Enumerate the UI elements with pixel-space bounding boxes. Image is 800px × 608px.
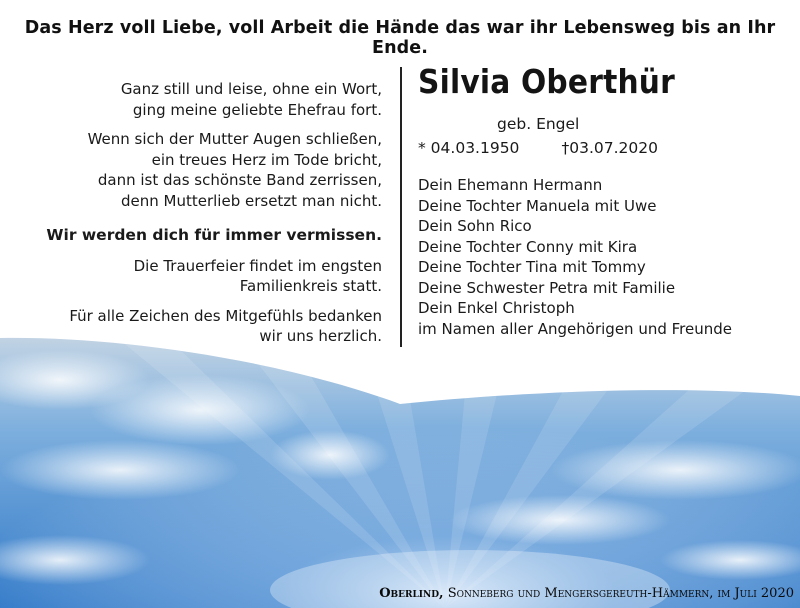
miss-statement: Wir werden dich für immer vermissen. bbox=[46, 226, 382, 244]
list-item: Dein Ehemann Hermann bbox=[418, 176, 603, 194]
footer-place-date bbox=[379, 586, 794, 601]
poem-line: denn Mutterlieb ersetzt man nicht. bbox=[121, 191, 382, 210]
header-quote: Das Herz voll Liebe, voll Arbeit die Hände das war ihr Lebensweg bis an Ihr Ende. bbox=[24, 18, 776, 58]
death-date: †03.07.2020 bbox=[561, 139, 658, 157]
poem-line: ging meine geliebte Ehefrau fort. bbox=[132, 100, 382, 119]
deceased-name: Silvia Oberthür bbox=[418, 62, 675, 101]
poem-line: ein treues Herz im Tode bricht, bbox=[151, 150, 382, 169]
birth-date: * 04.03.1950 bbox=[418, 139, 520, 157]
funeral-note: Familienkreis statt. bbox=[239, 277, 382, 295]
list-item: Deine Tochter Conny mit Kira bbox=[418, 237, 638, 256]
list-item: Deine Tochter Manuela mit Uwe bbox=[418, 196, 657, 215]
thanks-note: wir uns herzlich. bbox=[259, 327, 382, 345]
poem-line: dann ist das schönste Band zerrissen, bbox=[97, 171, 382, 189]
funeral-note: Die Trauerfeier findet im engsten bbox=[133, 256, 382, 275]
mourners-list bbox=[418, 175, 732, 339]
birth-name: geb. Engel bbox=[497, 115, 580, 133]
list-item: Deine Tochter Tina mit Tommy bbox=[418, 258, 646, 276]
list-item: Dein Enkel Christoph bbox=[418, 299, 575, 317]
list-item: Dein Sohn Rico bbox=[418, 217, 532, 235]
list-item: im Namen aller Angehörigen und Freunde bbox=[418, 319, 732, 338]
poem-line: Ganz still und leise, ohne ein Wort, bbox=[120, 80, 382, 98]
footer-rest: Sonneberg und Mengersgereuth-Hämmern, im Juli 2020 bbox=[447, 586, 794, 601]
list-item: Deine Schwester Petra mit Familie bbox=[418, 278, 676, 297]
vertical-divider bbox=[400, 67, 402, 347]
poem-line: Wenn sich der Mutter Augen schließen, bbox=[87, 130, 382, 148]
thanks-note: Für alle Zeichen des Mitgefühls bedanken bbox=[69, 306, 382, 325]
life-dates bbox=[418, 139, 658, 157]
footer-location: Oberlind, bbox=[379, 586, 444, 601]
left-text-column bbox=[12, 79, 382, 347]
